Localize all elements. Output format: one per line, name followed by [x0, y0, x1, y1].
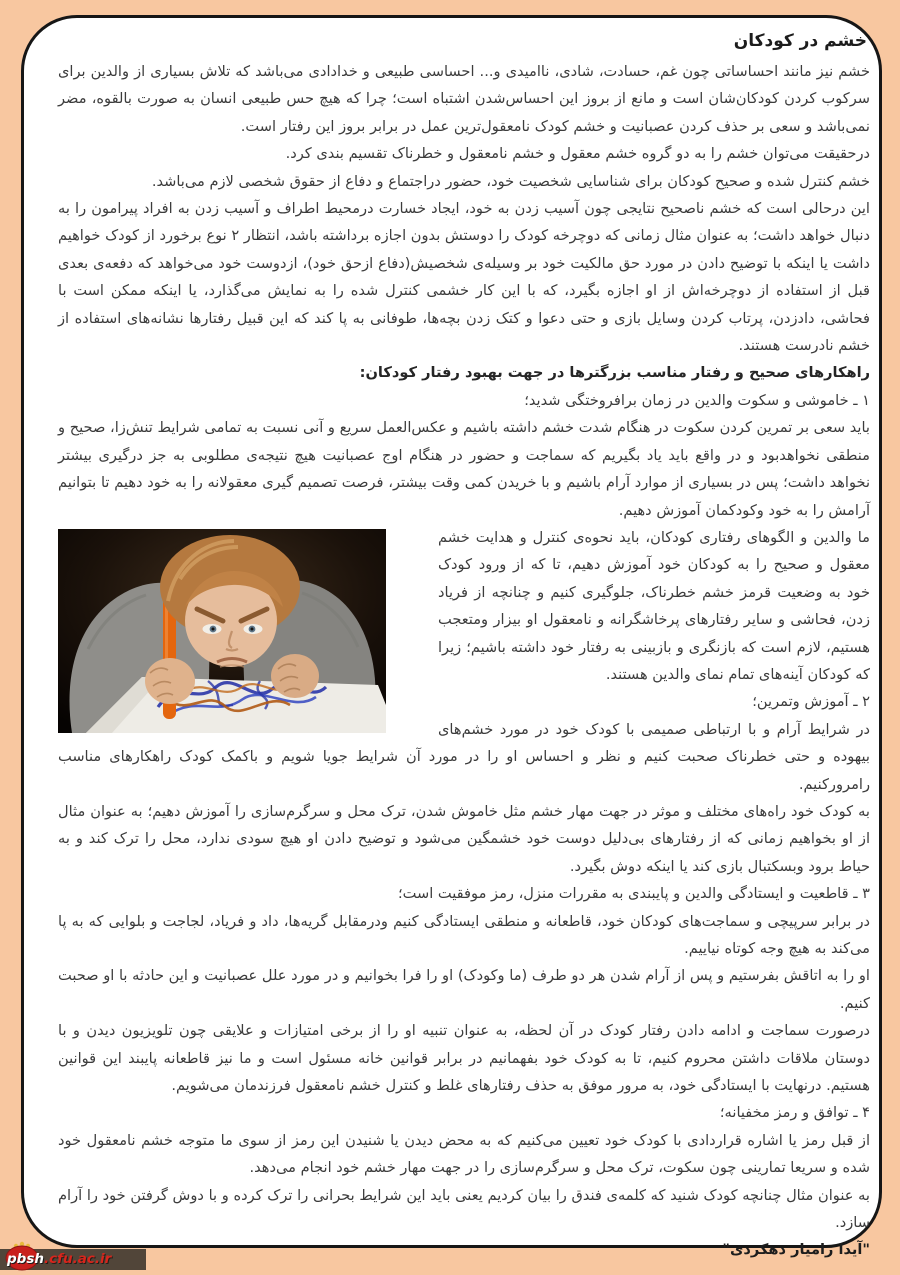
- paragraph: درصورت سماجت و ادامه دادن رفتار کودک در آن لحظه، به عنوان تنبیه او را از برخی امتیازات و علایقی چون تلویزیون دیدن و با دوستان ملاقات داشتن محروم کنیم، تا به کودک خود بفهمانیم در برابر قوانین خانه مسئول است و ما نیز قاطعانه پایبند این قوانین هستیم. درنهایت با ایستادگی خود، به مرور موفق به حذف رفتارهای غلط و کنترل خشم نامعقول فرزندمان می‌شویم.: [58, 1022, 870, 1095]
- angry-child-photo: [58, 529, 386, 733]
- paragraph: در برابر سرپیچی و سماجت‌های کودکان خود، قاطعانه و منطقی ایستادگی کنیم ودرمقابل گریه‌ها، داد و فریاد، لجاجت و بلوایی که به پا می‌کند به هیچ وجه کوتاه نیاییم.: [58, 912, 870, 957]
- paragraph: او را به اتاقش بفرستیم و پس از آرام شدن هر دو طرف (ما وکودک) او را فرا بخوانیم و در مورد علل عصبانیت و این حادثه با او صحبت کنیم.: [58, 967, 870, 1012]
- watermark-site: pbsh: [7, 1251, 44, 1267]
- watermark-text: [7, 1249, 153, 1270]
- paragraph: به کودک خود راه‌های مختلف و موثر در جهت مهار خشم مثل خاموش شدن، ترک محل و سرگرم‌سازی را آموزش دهیم؛ به عنوان مثال از او بخواهیم زمانی که از رفتارهای بی‌دلیل دوست خود خشمگین می‌شود و توضیح دادن او هیچ سودی ندارد، محل را ترک کند و به حیاط برود وبسکتبال بازی کند یا اینکه دوش بگیرد.: [58, 802, 870, 875]
- section-heading: راهکارهای صحیح و رفتار مناسب بزرگترها در جهت بهبود رفتار کودکان:: [359, 364, 870, 382]
- paragraph: به عنوان مثال چنانچه کودک شنید که کلمه‌ی فندق را بیان کردیم یعنی باید این شرایط بحرانی را ترک کرده و با دوش گرفتن خود را آرام سازد.: [58, 1186, 870, 1232]
- paragraph: ما والدین و الگوهای رفتاری کودکان، باید نحوه‌ی کنترل و هدایت خشم معقول و صحیح را به کودکان خود آموزش دهیم، تا که از ورود کودک خود به وضعیت قرمز خشم خطرناک، جلوگیری کنیم و چنانچه از فریاد زدن، فحاشی و سایر رفتارهای پرخاشگرانه و نامعقول او بیزار ومتعجب هستیم، لازم است که بازنگری و بازبینی به رفتار خود داشته باشیم؛ زیرا که کودکان آینه‌های تمام نمای والدین هستند.: [438, 528, 870, 683]
- paragraph: باید سعی بر تمرین کردن سکوت در هنگام شدت خشم داشته باشیم و عکس‌العمل سریع و آنی نسبت به تمامی شرایط تنش‌زا، صحیح و منطقی نخواهدبود و در واقع باید یاد بگیریم که سماجت و حضور در هنگام اوج عصبانیت هیچ نتیجه‌ی مطلوبی به جز درگیری بیشتر نخواهد داشت؛ پس در بسیاری از موارد آرام باشیم و با خریدن کمی وقت بیشتر، فرصت تصمیم گیری معقولانه را به خود دهیم تا بتوانیم آرامش را به خود وکودکمان آموزش دهیم.: [58, 419, 870, 519]
- paragraph: خشم نیز مانند احساساتی چون غم، حسادت، شادی، ناامیدی و... احساسی طبیعی و خدادادی می‌باشد که تلاش بسیاری از والدین برای سرکوب کردن کودکان‌شان است و مانع از بروز این احساس‌شدن اشتباه است؛ چرا که هیچ حس طبیعی انسان به صورت بالقوه، مضر نمی‌باشد و سعی بر حذف کردن عصبانیت و خشم کودک نامعقول‌ترین عمل در برابر بروز این رفتار است.: [58, 63, 870, 135]
- numbered-subheading: ۳ ـ قاطعیت و ایستادگی والدین و پایبندی به مقررات منزل، رمز موفقیت است؛: [398, 885, 870, 903]
- article-body: [58, 58, 870, 1264]
- watermark-domain: .cfu.ac.ir: [43, 1251, 112, 1267]
- page-title: خشم در کودکان: [733, 31, 867, 51]
- author-signature: "آیدا رامیار دهکردی": [722, 1241, 870, 1259]
- paragraph: خشم کنترل شده و صحیح کودکان برای شناسایی شخصیت خود، حضور دراجتماع و دفاع از حقوق شخصی لازم می‌باشد.: [151, 172, 870, 190]
- paragraph: درحقیقت می‌توان خشم را به دو گروه خشم معقول و خشم نامعقول و خطرناک تقسیم بندی کرد.: [285, 145, 870, 163]
- numbered-subheading: ۱ ـ خاموشی و سکوت والدین در زمان برافروختگی شدید؛: [524, 391, 870, 409]
- numbered-subheading: ۲ ـ آموزش وتمرین؛: [752, 693, 870, 711]
- numbered-subheading: ۴ ـ توافق و رمز مخفیانه؛: [719, 1104, 870, 1122]
- watermark-bar: [0, 1249, 146, 1270]
- paragraph: این درحالی است که خشم ناصحیح نتایجی چون آسیب زدن به خود، ایجاد خسارت درمحیط اطراف و آسیب زدن به افراد پیرامون را به دنبال خواهد داشت؛ به عنوان مثال زمانی که دوچرخه کودک را دوستش بدون اجازه برداشته باشد، انتظار ۲ نوع برخورد از کودک خواهیم داشت یا اینکه با توضیح دادن در مورد حق مالکیت خود بر وسیله‌ی شخصیش(دفاع ازحق خود)، ازدوست خود می‌خواهد که دفعه‌ی بعدی قبل از استفاده از دوچرخه‌اش از او اجازه بگیرد، که با این کار خشمی کنترل شده را به نمایش می‌گذارد، یا اینکه ممکن است با فحاشی، دادزدن، پرتاب کردن وسایل بازی و حتی دعوا و کتک زدن بچه‌ها، طوفانی به پا کند که این قبیل رفتارها نشانه‌های استفاده از خشم نادرست هستند.: [58, 200, 870, 355]
- paragraph: در شرایط آرام و با ارتباطی صمیمی با کودک خود در مورد خشم‌های بیهوده و حتی خطرناک صحبت کنیم و نظر و احساس او را در مورد آن شرایط جویا شویم و باکمک کودک راهکارهای مناسب رامرورکنیم.: [58, 720, 870, 793]
- paragraph: از قبل رمز یا اشاره قراردادی با کودک خود تعیین می‌کنیم که به محض دیدن یا شنیدن این رمز از سوی ما متوجه خشم نامعقول خود شده و سریعا تمارینی چون سکوت، ترک محل و سرگرم‌سازی را در جهت مهار خشم خود انجام می‌دهد.: [58, 1131, 870, 1177]
- angry-child-illustration: [58, 529, 386, 733]
